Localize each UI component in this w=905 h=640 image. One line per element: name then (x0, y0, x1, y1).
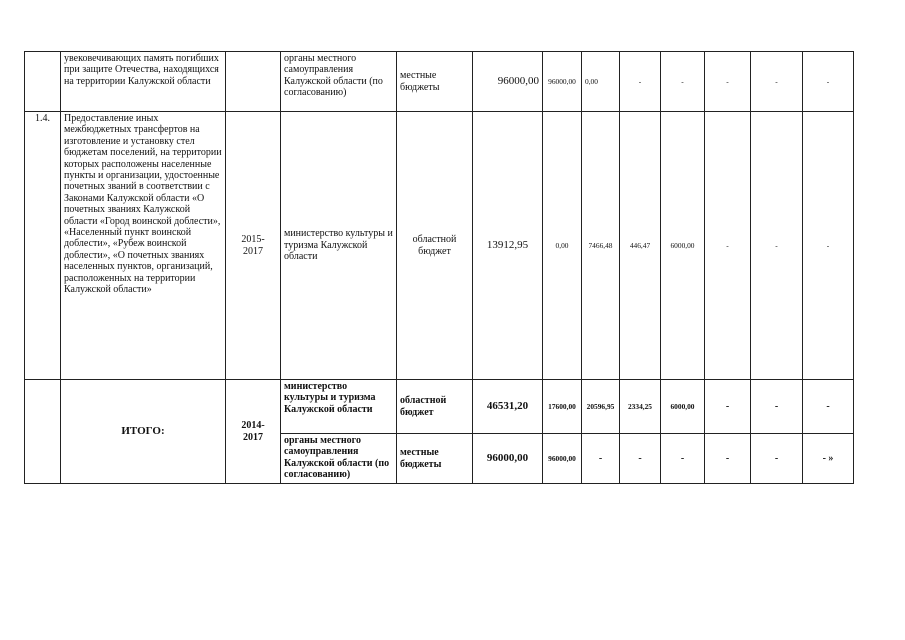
amount-year-2: 0,00 (582, 52, 620, 112)
table-row (25, 112, 854, 380)
executor: министерство культуры и туризма Калужской области (281, 112, 397, 380)
amount-year-6: - (751, 380, 803, 434)
funding-source: областной бюджет (397, 380, 473, 434)
amount-year-4: 6000,00 (661, 380, 705, 434)
funding-source: местные бюджеты (397, 434, 473, 484)
amount-year-6: - (751, 434, 803, 484)
executor: министерство культуры и туризма Калужской области (281, 380, 397, 434)
program-table (24, 51, 854, 484)
amount-year-7: - (803, 52, 854, 112)
amount-year-3: 2334,25 (620, 380, 661, 434)
table-row (25, 52, 854, 112)
amount-year-1: 0,00 (543, 112, 582, 380)
measure-name: Предоставление иных межбюджетных трансфертов на изготовление и установку стел бюджетам поселений, на территории которых расположены населенные пункты и организации, удостоенные почетных званий в соответствии с Законами Калужской области «О почетных званиях Калужской области «Город воинской доблести», «Населенный пункт воинской доблести», «Рубеж воинской доблести», «О почетных званиях населенных пунктов, организаций, расположенных на территории Калужской области» (61, 112, 226, 380)
amount-year-5: - (705, 380, 751, 434)
amount-year-3: - (620, 52, 661, 112)
amount-year-5: - (705, 52, 751, 112)
funding-source: местные бюджеты (397, 52, 473, 112)
amount-year-7: - » (803, 434, 854, 484)
amount-year-7: - (803, 380, 854, 434)
amount-year-1: 96000,00 (543, 434, 582, 484)
row-number (25, 52, 61, 112)
total-amount: 13912,95 (473, 112, 543, 380)
amount-year-3: 446,47 (620, 112, 661, 380)
amount-year-4: - (661, 434, 705, 484)
period (226, 52, 281, 112)
amount-year-2: - (582, 434, 620, 484)
amount-year-7: - (803, 112, 854, 380)
amount-year-5: - (705, 434, 751, 484)
amount-year-1: 96000,00 (543, 52, 582, 112)
amount-year-3: - (620, 434, 661, 484)
amount-year-2: 7466,48 (582, 112, 620, 380)
amount-year-6: - (751, 112, 803, 380)
funding-source: областной бюджет (397, 112, 473, 380)
period: 2014- 2017 (226, 380, 281, 484)
total-amount: 96000,00 (473, 52, 543, 112)
period: 2015- 2017 (226, 112, 281, 380)
row-number: 1.4. (25, 112, 61, 380)
total-label: ИТОГО: (61, 380, 226, 484)
total-amount: 46531,20 (473, 380, 543, 434)
amount-year-4: 6000,00 (661, 112, 705, 380)
amount-year-5: - (705, 112, 751, 380)
amount-year-6: - (751, 52, 803, 112)
row-number (25, 380, 61, 484)
executor: органы местного самоуправления Калужской области (по согласованию) (281, 434, 397, 484)
total-amount: 96000,00 (473, 434, 543, 484)
total-row (25, 380, 854, 434)
amount-year-1: 17600,00 (543, 380, 582, 434)
amount-year-4: - (661, 52, 705, 112)
executor: органы местного самоуправления Калужской области (по согласованию) (281, 52, 397, 112)
measure-name: увековечивающих память погибших при защите Отечества, находящихся на территории Калужской области (61, 52, 226, 112)
amount-year-2: 20596,95 (582, 380, 620, 434)
